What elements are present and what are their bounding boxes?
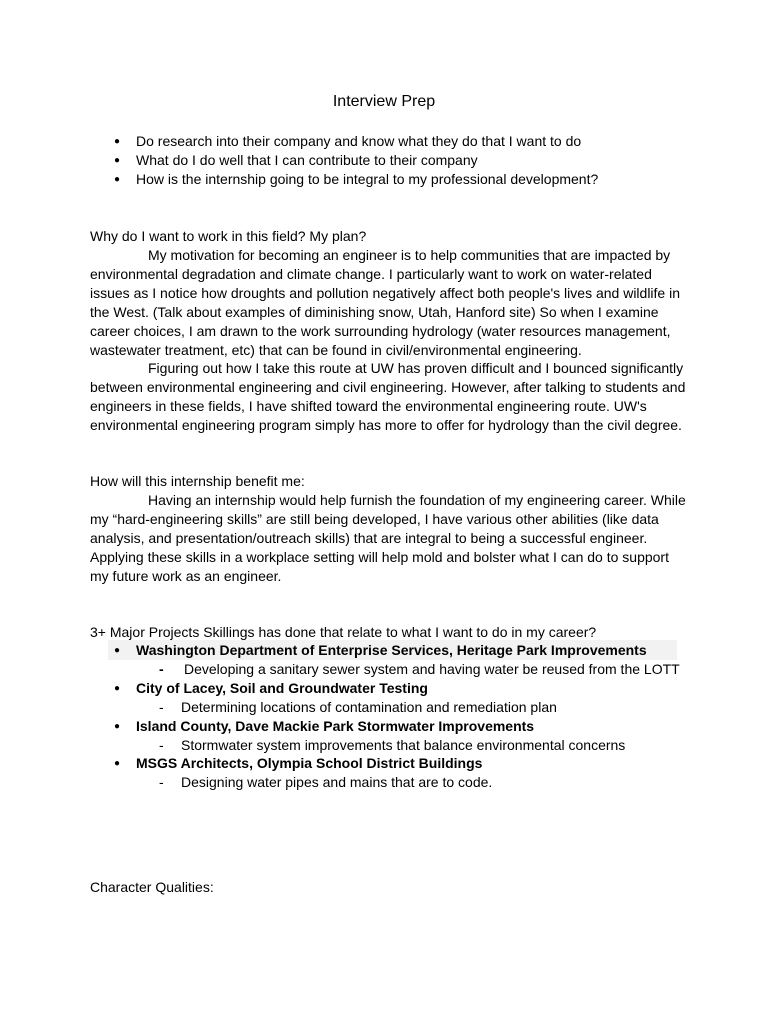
why-line: environmental engineering program simply has more to offer for hydrology than the civil degree. [90,417,682,433]
project-name-2: City of Lacey, Soil and Groundwater Testing [136,680,428,696]
benefit-line: my “hard-engineering skills” are still being developed, I have various other abilities (like data [90,511,659,527]
project-name-4: MSGS Architects, Olympia School District Buildings [136,755,483,771]
dash-icon: - [159,774,164,790]
benefit-line: my future work as an engineer. [90,568,282,584]
dash-icon: - [159,661,164,677]
benefit-line: analysis, and presentation/outreach skills) that are integral to being a successful engineer. [90,530,648,546]
why-line: career choices, I am drawn to the work surrounding hydrology (water resources management, [90,323,671,339]
bullet-icon: ● [114,155,121,166]
why-heading: Why do I want to work in this field? My plan? [90,228,367,244]
why-line: My motivation for becoming an engineer is to help communities that are impacted by [148,247,671,263]
why-line: issues as I notice how droughts and pollution negatively affect both people's lives and wildlife in [90,285,681,301]
benefit-heading: How will this internship benefit me: [90,473,305,489]
why-line: the West. (Talk about examples of diminishing snow, Utah, Hanford site) So when I examine [90,304,659,320]
benefit-line: Having an internship would help furnish the foundation of my engineering career. While [148,492,686,508]
bullet-icon: ● [114,136,121,147]
dash-icon: - [159,737,164,753]
project-name-1: Washington Department of Enterprise Services, Heritage Park Improvements [136,642,647,658]
project-detail-1: Developing a sanitary sewer system and having water be reused from the LOTT [184,661,680,677]
project-name-3: Island County, Dave Mackie Park Stormwater Improvements [136,718,535,734]
prep-bullet-3: How is the internship going to be integral to my professional development? [136,171,599,187]
why-line: Figuring out how I take this route at UW has proven difficult and I bounced significantly [148,360,684,376]
dash-icon: - [159,699,164,715]
bullet-icon: ● [114,174,121,185]
benefit-line: Applying these skills in a workplace setting will help mold and bolster what I can do to support [90,549,669,565]
why-line: environmental degradation and climate change. I particularly want to work on water-related [90,266,652,282]
project-detail-3: Stormwater system improvements that balance environmental concerns [181,737,626,753]
bullet-icon: ● [114,645,121,656]
why-line: wastewater treatment, etc) that can be found in civil/environmental engineering. [90,342,582,358]
page-title: Interview Prep [332,93,436,110]
project-detail-2: Determining locations of contamination and remediation plan [181,699,557,715]
projects-heading: 3+ Major Projects Skillings has done that relate to what I want to do in my career? [90,624,597,640]
prep-bullet-2: What do I do well that I can contribute to their company [136,152,478,168]
prep-bullet-1: Do research into their company and know what they do that I want to do [136,133,582,149]
bullet-icon: ● [114,721,121,732]
bullet-icon: ● [114,758,121,769]
why-line: between environmental engineering and civil engineering. However, after talking to students and [90,379,686,395]
character-heading: Character Qualities: [90,879,214,895]
bullet-icon: ● [114,683,121,694]
project-detail-4: Designing water pipes and mains that are to code. [181,774,493,790]
why-line: engineers in these fields, I have shifted toward the environmental engineering route. UW's [90,398,647,414]
